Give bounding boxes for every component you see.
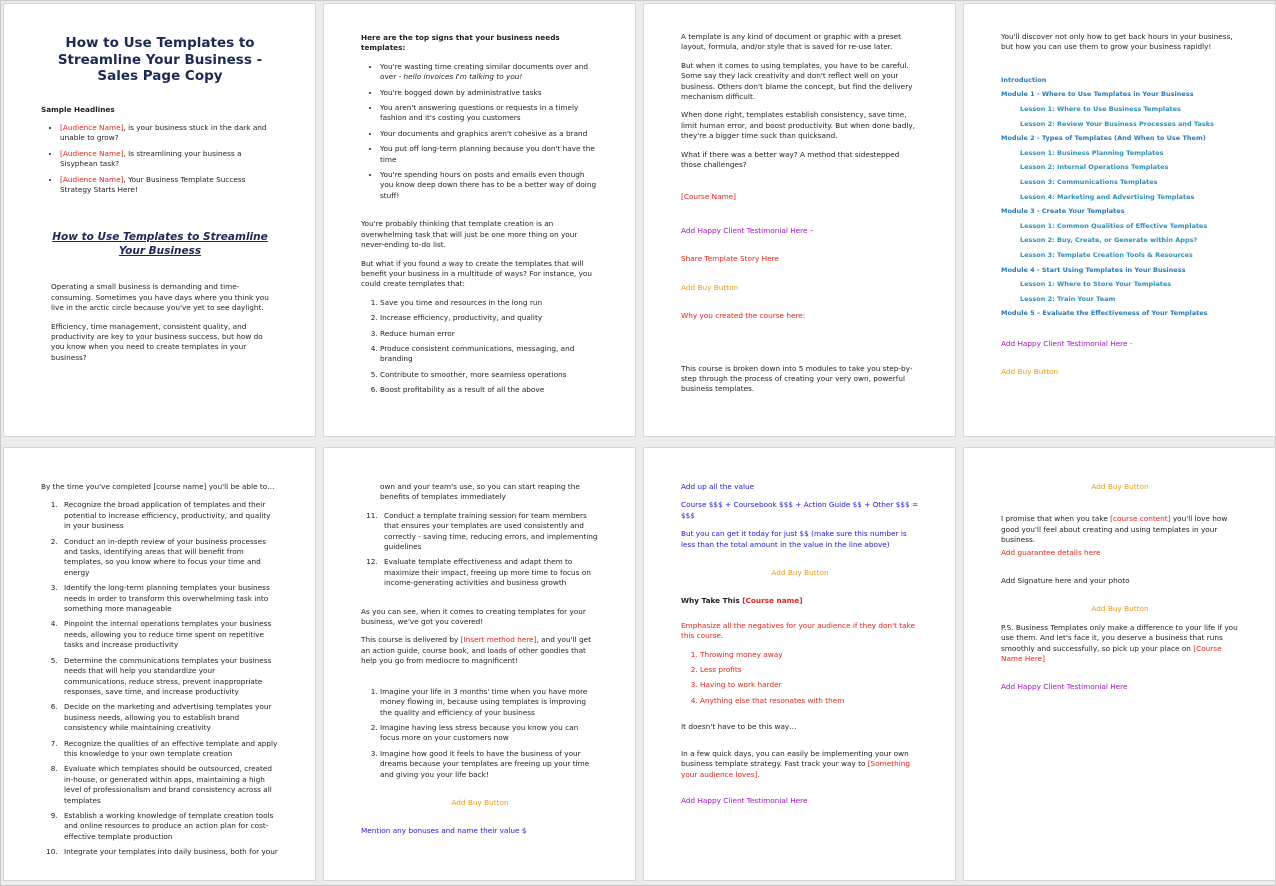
signs-list (361, 62, 599, 201)
list-item: 3. Reduce human error (380, 329, 599, 339)
paragraph: Efficiency, time management, consistent quality, and productivity are key to your business success, but how do you know when you need to create templates in your business? (51, 321, 263, 362)
list-item (380, 62, 599, 83)
page-7 (643, 447, 956, 881)
list-item: 8. Evaluate which templates should be outsourced, created in-house, or generated within apps, maintaining a high level of professionalism and brand consistency across all templates (60, 764, 279, 806)
ps-paragraph (1001, 623, 1239, 665)
paragraph: A template is any kind of document or graphic with a preset layout, formula, and/or style that is saved for re-use later. (681, 32, 901, 52)
negatives-instruction: Emphasize all the negatives for your audience if they don't take this course. (681, 620, 916, 641)
page-6 (323, 447, 636, 881)
toc-module: Module 1 - Where to Use Templates in Your Business (1001, 90, 1194, 99)
imagine-list (361, 687, 599, 780)
paragraph: You'll discover not only how to get back hours in your business, but how you can use them to grow your business rapidly! (1001, 32, 1233, 52)
paragraph (681, 749, 919, 780)
list-item: 2. Increase efficiency, productivity, and quality (380, 313, 599, 323)
section-subtitle: How to Use Templates to Streamline Your Business (52, 231, 268, 257)
page-1 (3, 3, 316, 437)
buy-button-placeholder: Add Buy Button (681, 282, 739, 292)
list-item: 12. Evaluate template effectiveness and adapt them to maximize their impact, freeing up more time to focus on income-generating activities and business growth (380, 557, 599, 588)
text: Why Take This (681, 596, 743, 606)
sign-text: You're wasting time creating similar documents over and over - (380, 61, 589, 82)
list-item: 2. Conduct an in-depth review of your business processes and tasks, identifying areas that will benefit from templates, so you know where to focus your time and energy (60, 537, 279, 579)
outcomes-list (41, 500, 279, 857)
toc-lesson: Lesson 3: Template Creation Tools & Resources (1020, 250, 1193, 259)
text: P.S. Business Templates only make a difference to your life if you use them. And let's face it, you deserve a business that runs smoothly and successfully, so pick up your place on (1001, 622, 1238, 653)
toc-lesson: Lesson 3: Communications Templates (1020, 177, 1158, 186)
why-created-placeholder: Why you created the course here: (681, 311, 806, 321)
headline-text: , Is streamlining your business a Sisyphean task? (60, 148, 242, 169)
list-item: 1. Recognize the broad application of templates and their potential to increase efficiency, productivity, and quality in your business (60, 500, 279, 531)
list-item: 11. Conduct a template training session for team members that ensures your templates are used consistently and correctly - saving time, reducing errors, and implementing guidelines (380, 511, 599, 553)
toc-module: Module 3 - Create Your Templates (1001, 207, 1125, 216)
list-item: • You aren't answering questions or requests in a timely fashion and it's costing you customers (380, 103, 599, 124)
list-item: 2. Less profits (700, 665, 919, 675)
toc-module: Module 5 – Evaluate the Effectiveness of Your Templates (1001, 309, 1208, 318)
paragraph: As you can see, when it comes to creating templates for your business, we've got you covered! (361, 606, 586, 627)
headline-text: , Your Business Template Success Strategy Starts Here! (60, 174, 246, 194)
paragraph: You're probably thinking that template creation is an overwhelming task that will just be one more thing on your never-ending to-do list. (361, 219, 578, 250)
paragraph: When done right, templates establish consistency, save time, limit human error, and boost productivity. But when done badly, they're a bigger time suck than quicksand. (681, 110, 916, 141)
paragraph: What if there was a better way? A method that sidestepped those challenges? (681, 149, 900, 170)
method-placeholder: [Insert method here] (460, 635, 537, 645)
toc-lesson: Lesson 2: Review Your Business Processes and Tasks (1020, 119, 1214, 128)
list-item: 3. Having to work harder (700, 680, 919, 690)
toc-module: Introduction (1001, 75, 1047, 84)
list-item: 7. Recognize the qualities of an effective template and apply this knowledge to your own template creation (60, 739, 279, 760)
testimonial-placeholder: Add Happy Client Testimonial Here (1001, 682, 1128, 692)
sample-headlines-heading: Sample Headlines (41, 104, 115, 114)
outcomes-list-continued (361, 511, 599, 589)
testimonial-placeholder: Add Happy Client Testimonial Here - (1001, 338, 1133, 348)
list-item: 1. Throwing money away (700, 650, 919, 660)
audience-loves-placeholder: [Something your audience loves] (681, 759, 911, 779)
text: . (757, 769, 760, 779)
list-item: • You're bogged down by administrative tasks (380, 88, 599, 98)
paragraph: It doesn't have to be this way… (681, 722, 797, 732)
list-item: 6. Decide on the marketing and advertising templates your business needs, allowing you to establish brand consistency while maintaining creativity (60, 702, 279, 733)
paragraph: This course is broken down into 5 modules to take you step-by-step through the process of creating your very own, powerful business templates. (681, 363, 913, 394)
list-item: 1. Save you time and resources in the long run (380, 298, 599, 308)
toc-lesson: Lesson 2: Train Your Team (1020, 294, 1116, 303)
list-item: • You're spending hours on posts and emails even though you know deep down there has to be a better way of doing stuff! (380, 170, 599, 201)
price-line: But you can get it today for just $$ (make sure this number is less than the total amount in the value in the line above) (681, 529, 907, 549)
paragraph: By the time you've completed [course name] you'll be able to… (41, 482, 275, 491)
page-3 (643, 3, 956, 437)
value-sum-line: Course $$$ + Coursebook $$$ + Action Guide $$ + Other $$$ = $$$ (681, 500, 919, 520)
signature-placeholder: Add Signature here and your photo (1001, 576, 1130, 586)
paragraph (1001, 514, 1239, 545)
list-item: 4. Anything else that resonates with them (700, 696, 919, 706)
share-story-placeholder: Share Template Story Here (681, 254, 779, 264)
list-item: 4. Pinpoint the internal operations templates your business needs, allowing you to reduce time spent on repetitive tasks and increase productivity (60, 619, 279, 650)
page-4 (963, 3, 1276, 437)
table-of-contents (1001, 75, 1239, 319)
page-2 (323, 3, 636, 437)
course-content-placeholder: [course content] (1110, 514, 1171, 524)
toc-lesson: Lesson 1: Business Planning Templates (1020, 148, 1164, 157)
list-item: 9. Establish a working knowledge of template creation tools and online resources to produce an action plan for cost-effective template production (60, 811, 279, 842)
list-item: 4. Produce consistent communications, messaging, and branding (380, 344, 599, 365)
list-item: 3. Identify the long-term planning templates your business needs in order to transform this overwhelming task into something more manageable (60, 583, 279, 614)
bonuses-placeholder: Mention any bonuses and name their value $ (361, 826, 527, 836)
toc-lesson: Lesson 1: Common Qualities of Effective Templates (1020, 221, 1208, 230)
toc-lesson: Lesson 4: Marketing and Advertising Templates (1020, 192, 1195, 201)
toc-module: Module 4 - Start Using Templates in Your Business (1001, 265, 1186, 274)
guarantee-placeholder: Add guarantee details here (1001, 547, 1101, 557)
course-name-placeholder: [Course Name] (681, 192, 737, 202)
course-name-placeholder: [Course name] (742, 596, 803, 606)
why-take-heading (681, 596, 919, 606)
paragraph: But what if you found a way to create the templates that will benefit your business in a multitude of ways? For instance, you could create templates that: (361, 258, 592, 289)
list-item: • You put off long-term planning because you don't have the time (380, 144, 599, 165)
testimonial-placeholder: Add Happy Client Testimonial Here – (681, 225, 814, 235)
paragraph: But when it comes to using templates, you have to be careful. Some say they lack creativity and don't reflect well on your business. Others don't blame the concept, but find the delivery mechanism difficult. (681, 60, 913, 102)
text: , and you'll get an action guide, course book, and loads of other goodies that help you go from mediocre to magnificent! (361, 635, 591, 666)
toc-lesson: Lesson 2: Buy, Create, or Generate within Apps? (1020, 236, 1198, 245)
audience-name-tag: [Audience Name] (60, 148, 124, 158)
course-name-placeholder: [Course Name Here] (1001, 643, 1222, 664)
buy-button-placeholder: Add Buy Button (1091, 604, 1149, 614)
list-item: 1. Imagine your life in 3 months' time when you have more money flowing in, because using templates is improving the quality and efficiency of your business (380, 687, 599, 718)
paragraph: Operating a small business is demanding and time-consuming. Sometimes you have days where you think you live in the arctic circle because you've yet to see daylight. (51, 282, 269, 313)
benefits-list (361, 298, 599, 396)
list-item: • Your documents and graphics aren't cohesive as a brand (380, 129, 599, 139)
headline-text: , is your business stuck in the dark and unable to grow? (60, 122, 267, 143)
headline-list (41, 123, 279, 195)
testimonial-placeholder: Add Happy Client Testimonial Here (681, 795, 808, 805)
document-title: How to Use Templates to Streamline Your Business - Sales Page Copy (57, 35, 263, 84)
audience-name-tag: [Audience Name] (60, 122, 124, 132)
signs-heading: Here are the top signs that your business needs templates: (361, 33, 560, 53)
toc-module: Module 2 - Types of Templates (And When to Use Them) (1001, 134, 1206, 143)
toc-lesson: Lesson 2: Internal Operations Templates (1020, 163, 1169, 172)
list-item: 6. Boost profitability as a result of all the above (380, 385, 599, 395)
sign-emphasis: hello invoices I'm talking to you! (403, 72, 523, 82)
toc-lesson: Lesson 1: Where to Store Your Templates (1020, 280, 1172, 289)
list-continuation: own and your team's use, so you can start reaping the benefits of templates immediately (380, 482, 580, 502)
headline-item (60, 175, 279, 196)
negatives-list (681, 650, 919, 707)
text: you'll love how good you'll feel about creating and using templates in your business. (1001, 514, 1228, 545)
page-5 (3, 447, 316, 881)
list-item: 10. Integrate your templates into daily business, both for your (60, 847, 279, 857)
text: In a few quick days, you can easily be implementing your own business template strategy. Fast track your way to (681, 748, 909, 769)
page-8 (963, 447, 1276, 881)
buy-button-placeholder: Add Buy Button (1001, 367, 1059, 377)
list-item: 5. Contribute to smoother, more seamless operations (380, 370, 599, 380)
list-item: 3. Imagine how good it feels to have the business of your dreams because your templates are freeing up your time and giving you your life back! (380, 749, 599, 780)
toc-lesson: Lesson 1: Where to Use Business Templates (1020, 105, 1181, 113)
buy-button-placeholder: Add Buy Button (1091, 482, 1149, 491)
headline-item (60, 123, 279, 144)
headline-item (60, 149, 279, 170)
buy-button-placeholder: Add Buy Button (771, 568, 829, 578)
text: This course is delivered by (361, 635, 461, 645)
audience-name-tag: [Audience Name] (60, 174, 124, 184)
list-item: 5. Determine the communications templates your business needs that will help you standardize your communications, reduce stress, prevent inappropriate responses, save time, and increase productivity (60, 656, 279, 698)
paragraph (361, 635, 599, 666)
text: I promise that when you take (1001, 514, 1111, 524)
buy-button-placeholder: Add Buy Button (451, 797, 509, 807)
list-item: 2. Imagine having less stress because you know you can focus more on your customers now (380, 723, 599, 744)
add-value-line: Add up all the value (681, 482, 755, 491)
